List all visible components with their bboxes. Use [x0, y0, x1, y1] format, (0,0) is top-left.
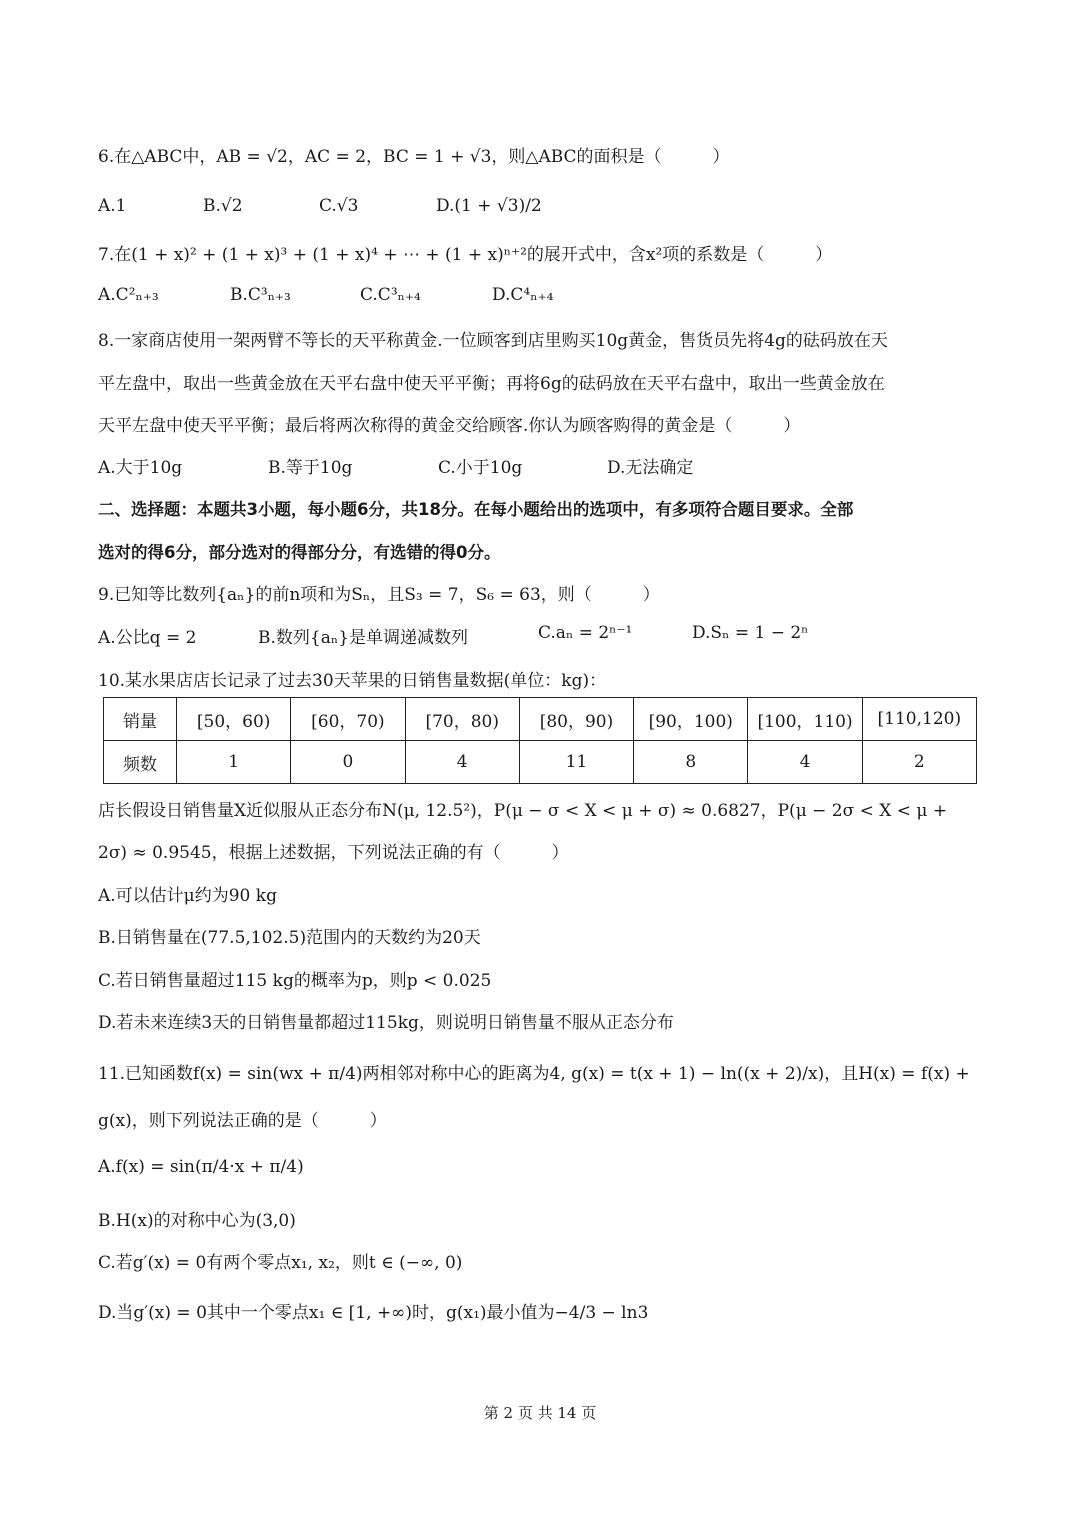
table-header-sales: 销量	[104, 698, 177, 741]
sales-frequency-table	[103, 697, 977, 784]
q6-option-a: A.1	[98, 196, 127, 216]
q8-option-a: A.大于10g	[98, 458, 183, 478]
q7-option-b: B.C³ₙ₊₃	[230, 285, 291, 305]
q9-option-c: C.aₙ = 2ⁿ⁻¹	[538, 623, 633, 643]
q10-option-c: C.若日销售量超过115 kg的概率为p，则p < 0.025	[98, 971, 492, 991]
table-cell-interval: [70，80)	[405, 698, 519, 741]
q8-stem-line-3: 天平左盘中使天平平衡；最后将两次称得的黄金交给顾客.你认为顾客购得的黄金是（ ）	[98, 416, 801, 436]
section-2-heading-line-1: 二、选择题：本题共3小题，每小题6分，共18分。在每小题给出的选项中，有多项符合题目要求。全部	[98, 500, 854, 519]
table-cell-interval: [50，60)	[177, 698, 291, 741]
page-footer: 第 2 页 共 14 页	[483, 1404, 597, 1422]
q8-stem-line-2: 平左盘中，取出一些黄金放在天平右盘中使天平平衡；再将6g的砝码放在天平右盘中，取出一些黄金放在	[98, 374, 885, 394]
table-cell-interval: [110,120)	[862, 698, 976, 741]
q10-option-d: D.若未来连续3天的日销售量都超过115kg，则说明日销售量不服从正态分布	[98, 1013, 674, 1033]
table-cell-count: 2	[862, 741, 976, 784]
table-cell-interval: [100，110)	[748, 698, 862, 741]
q11-option-a: A.f(x) = sin(π/4·x + π/4)	[98, 1157, 304, 1177]
table-cell-count: 11	[519, 741, 633, 784]
q6-option-b: B.√2	[203, 196, 243, 216]
table-header-frequency: 频数	[104, 741, 177, 784]
table-cell-count: 0	[291, 741, 405, 784]
q9-option-b: B.数列{aₙ}是单调递减数列	[258, 628, 469, 648]
table-cell-interval: [80，90)	[519, 698, 633, 741]
table-cell-count: 4	[748, 741, 862, 784]
table-row-sales	[104, 698, 977, 741]
q8-option-d: D.无法确定	[607, 458, 694, 478]
table-row-frequency	[104, 741, 977, 784]
q11-option-c: C.若g′(x) = 0有两个零点x₁, x₂，则t ∈ (−∞, 0)	[98, 1253, 463, 1273]
q6-option-d: D.(1 + √3)/2	[436, 196, 542, 216]
q10-option-b: B.日销售量在(77.5,102.5)范围内的天数约为20天	[98, 928, 481, 948]
q10-option-a: A.可以估计μ约为90 kg	[98, 886, 277, 906]
table-cell-count: 4	[405, 741, 519, 784]
q6-stem: 6.在△ABC中，AB = √2，AC = 2，BC = 1 + √3，则△ABC的面积是（ ）	[98, 147, 730, 167]
section-2-heading-line-2: 选对的得6分，部分选对的得部分分，有选错的得0分。	[98, 543, 501, 562]
q11-option-b: B.H(x)的对称中心为(3,0)	[98, 1211, 296, 1231]
q8-option-b: B.等于10g	[268, 458, 353, 478]
q11-stem-line-2: g(x)，则下列说法正确的是（ ）	[98, 1111, 387, 1131]
q6-option-c: C.√3	[319, 196, 359, 216]
table-cell-interval: [60，70)	[291, 698, 405, 741]
q9-option-d: D.Sₙ = 1 − 2ⁿ	[692, 623, 809, 643]
table-cell-interval: [90，100)	[634, 698, 748, 741]
q7-option-a: A.C²ₙ₊₃	[98, 285, 159, 305]
q11-option-d: D.当g′(x) = 0其中一个零点x₁ ∈ [1, +∞)时，g(x₁)最小值为−4/3 − ln3	[98, 1303, 649, 1323]
q7-option-c: C.C³ₙ₊₄	[360, 285, 421, 305]
q7-stem: 7.在(1 + x)² + (1 + x)³ + (1 + x)⁴ + ⋯ + (1 + x)ⁿ⁺²的展开式中，含x²项的系数是（ ）	[98, 245, 833, 265]
q10-text-line-1: 店长假设日销售量X近似服从正态分布N(μ, 12.5²)，P(μ − σ < X < μ + σ) ≈ 0.6827，P(μ − 2σ < X < μ +	[98, 801, 948, 821]
q7-option-d: D.C⁴ₙ₊₄	[492, 285, 554, 305]
table-cell-count: 8	[634, 741, 748, 784]
q10-stem: 10.某水果店店长记录了过去30天苹果的日销售量数据(单位：kg)：	[98, 671, 607, 691]
q9-option-a: A.公比q = 2	[98, 628, 197, 648]
q10-text-line-2: 2σ) ≈ 0.9545，根据上述数据，下列说法正确的有（ ）	[98, 843, 569, 863]
q9-stem: 9.已知等比数列{aₙ}的前n项和为Sₙ，且S₃ = 7，S₆ = 63，则（ ）	[98, 585, 660, 605]
table-cell-count: 1	[177, 741, 291, 784]
q8-stem-line-1: 8.一家商店使用一架两臂不等长的天平称黄金.一位顾客到店里购买10g黄金，售货员先将4g的砝码放在天	[98, 331, 888, 351]
q8-option-c: C.小于10g	[438, 458, 523, 478]
q11-stem-line-1: 11.已知函数f(x) = sin(wx + π/4)两相邻对称中心的距离为4, g(x) = t(x + 1) − ln((x + 2)/x)，且H(x) = f(x) +	[98, 1064, 970, 1084]
